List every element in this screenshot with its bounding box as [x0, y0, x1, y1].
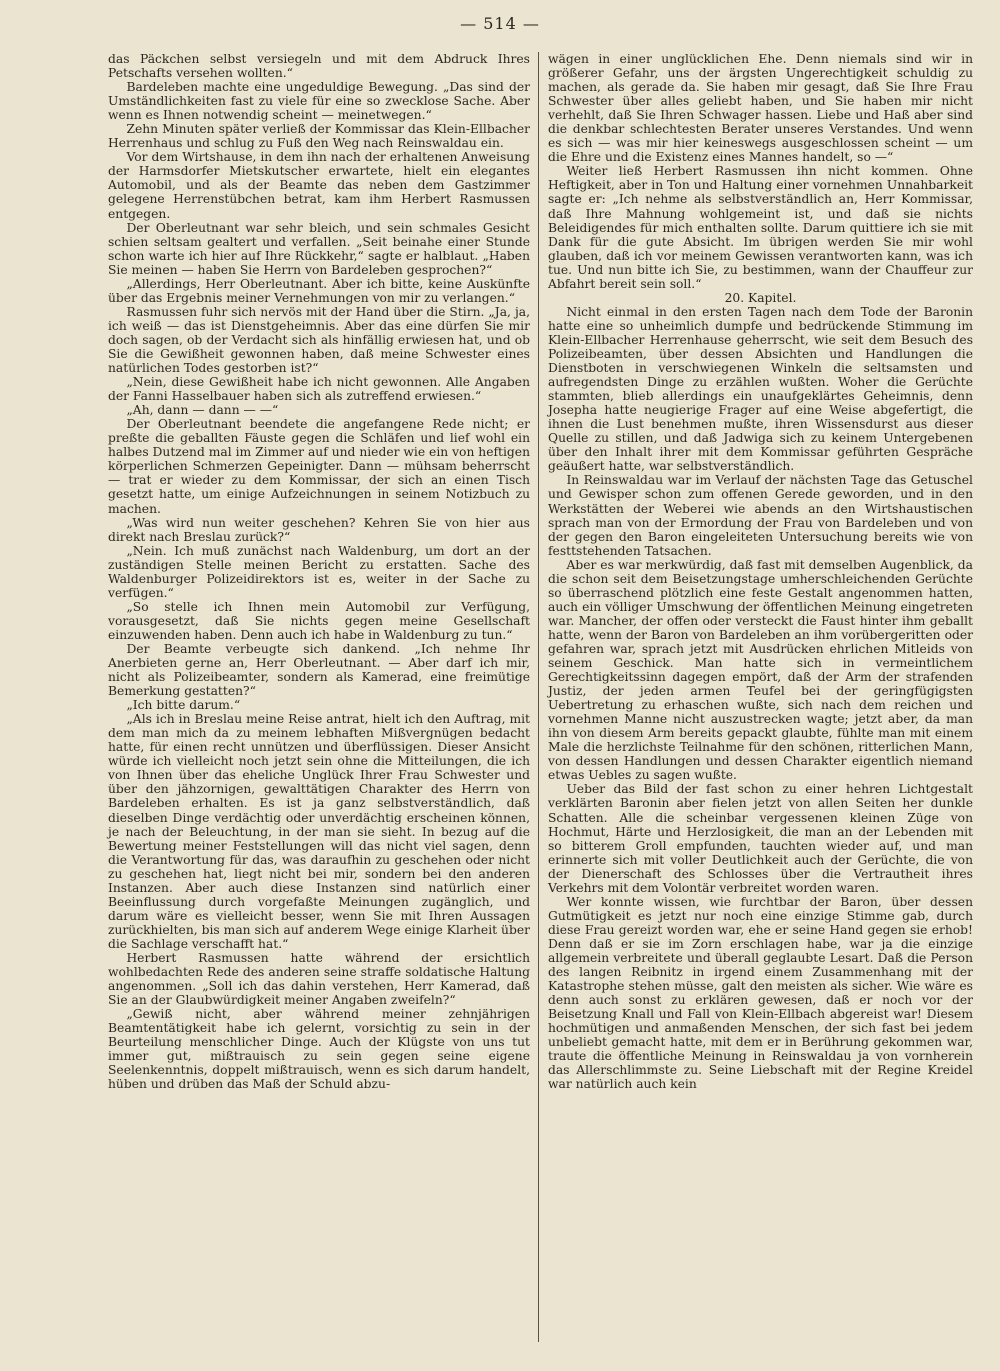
paragraph: wägen in einer unglücklichen Ehe. Denn niemals sind wir in größerer Gefahr, uns der ärgsten Ungerechtigkeit schuldig zu machen, als gerade da. Sie haben mir gesagt, daß Sie Ihre Frau Schwester über alles geliebt haben, und Sie haben mir nicht verhehlt, daß Sie Ihren Schwager hassen. Liebe und Haß aber sind die denkbar schlechtesten Berater unseres Verstandes. Und wenn es sich — was mir hier keineswegs ausgeschlossen scheint — um die Ehre und die Existenz eines Mannes handelt, so —“ — [548, 52, 973, 165]
chapter-heading: 20. Kapitel. — [724, 290, 797, 305]
paragraph: Der Oberleutnant war sehr bleich, und sein schmales Gesicht schien seltsam gealtert und verfallen. „Seit beinahe einer Stunde schon warte ich hier auf Ihre Rückkehr,“ sagte er halblaut. „Haben Sie meinen — haben Sie Herrn von Bardeleben gesprochen?“ — [108, 220, 530, 277]
paragraph: Aber es war merkwürdig, daß fast mit demselben Augenblick, da die schon seit dem Beisetzungstage umherschleichenden Gerüchte so überraschend plötzlich eine feste Gestalt angenommen hatten, auch ein völliger Umschwung der öffentlichen Meinung eingetreten war. Mancher, der offen oder versteckt die Faust hinter ihm geballt hatte, wenn der Baron von Bardeleben an ihm vorübergeritten oder gefahren war, sprach jetzt mit Ausdrücken ehrlichen Mitleids von seinem Geschick. Man hatte sich in vermeintlichem Gerechtigkeitssinn dagegen empört, daß der Arm der strafenden Justiz, der jeden armen Teufel bei der geringfügigsten Uebertretung zu erhaschen wußte, sich nach dem reichen und vornehmen Manne nicht auszustrecken wagte; jetzt aber, da man ihn von diesem Arm bereits gepackt glaubte, fühlte man mit einem Male die herzlichste Teilnahme für den schönen, ritterlichen Mann, von dessen Handlungen und dessen Charakter eigentlich niemand etwas Uebles zu sagen wußte. — [548, 557, 973, 783]
paragraph: das Päckchen selbst versiegeln und mit dem Abdruck Ihres Petschafts versehen wollten.“ — [108, 52, 530, 81]
paragraph: „Ich bitte darum.“ — [126, 698, 241, 713]
paragraph: „Ah, dann — dann — —“ — [126, 403, 279, 418]
text-column-right — [548, 52, 973, 1091]
paragraph: „Als ich in Breslau meine Reise antrat, hielt ich den Auftrag, mit dem man mich da zu meinem lebhaften Mißvergnügen bedacht hatte, für einen recht unnützen und überflüssigen. Dieser Ansicht würde ich vielleicht noch jetzt sein ohne die Mitteilungen, die ich von Ihnen über das eheliche Unglück Ihrer Frau Schwester und über den jähzornigen, gewalttätigen Charakter des Herrn von Bardeleben erhalten. Es ist ja ganz selbstverständlich, daß dieselben Dinge verdächtig oder unverdächtig erscheinen können, je nach der Beleuchtung, in der man sie sieht. In bezug auf die Bewertung meiner Feststellungen will das nicht viel sagen, denn die Verantwortung für das, was daraufhin zu geschehen oder nicht zu geschehen hat, liegt nicht bei mir, sondern bei den anderen Instanzen. Aber auch diese Instanzen sind natürlich einer Beeinflussung durch vorgefaßte Meinungen zugänglich, und darum wäre es vielleicht besser, wenn Sie mit Ihren Aussagen zurückhielten, bis man sich auf anderem Wege einige Klarheit über die Sachlage verschafft hat.“ — [108, 712, 530, 951]
paragraph: „Nein. Ich muß zunächst nach Waldenburg, um dort an der zuständigen Stelle meinen Bericht zu erstatten. Sache des Waldenburger Polizeidirektors ist es, weiter in der Sache zu verfügen.“ — [108, 543, 530, 600]
paragraph: Der Beamte verbeugte sich dankend. „Ich nehme Ihr Anerbieten gerne an, Herr Oberleutnant. — Aber darf ich mir, nicht als Polizeibeamter, sondern als Kamerad, eine freimütige Bemerkung gestatten?“ — [108, 641, 530, 699]
paragraph: Nicht einmal in den ersten Tagen nach dem Tode der Baronin hatte eine so unheimlich dumpfe und bedrückende Stimmung im Klein-Ellbacher Herrenhause geherrscht, wie seit dem Besuch des Polizeibeamten, über dessen Absichten und Handlungen die Dienstboten in verschwiegenen Winkeln die seltsamsten und aufregendsten Dinge zu erzählen wußten. Woher die Gerüchte stammten, blieb allerdings ein unaufgeklärtes Geheimnis, denn Josepha hatte neugierige Frager auf eine Weise abgefertigt, die ihnen die Lust benehmen mußte, ihren Wissensdurst aus dieser Quelle zu stillen, und daß Jadwiga sich zu keinem Untergebenen über den Inhalt ihrer mit dem Kommissar geführten Gespräche geäußert hatte, war selbstverständlich. — [548, 304, 973, 474]
paragraph: Weiter ließ Herbert Rasmussen ihn nicht kommen. Ohne Heftigkeit, aber in Ton und Haltung einer vornehmen Unnahbarkeit sagte er: „Ich nehme als selbstverständlich an, Herr Kommissar, daß Ihre Mahnung wohlgemeint ist, und daß sie nichts Beleidigendes für mich enthalten sollte. Darum quittiere ich sie mit Dank für die gute Absicht. Im übrigen werden Sie mir wohl glauben, daß ich vor meinem Gewissen verantworten kann, was ich tue. Und nun bitte ich Sie, zu bestimmen, wann der Chauffeur zur Abfahrt bereit sein soll.“ — [548, 164, 973, 291]
paragraph: Vor dem Wirtshause, in dem ihn nach der erhaltenen Anweisung der Harmsdorfer Mietskutscher erwartete, hielt ein elegantes Automobil, und als der Beamte das neben dem Gastzimmer gelegene Herrenstübchen betrat, kam ihm Herbert Rasmussen entgegen. — [108, 150, 530, 221]
paragraph: Rasmussen fuhr sich nervös mit der Hand über die Stirn. „Ja, ja, ich weiß — das ist Dienstgeheimnis. Aber das eine dürfen Sie mir doch sagen, ob der Verdacht sich als hinfällig erwiesen hat, und ob Sie die Gewißheit gewonnen haben, daß meine Schwester eines natürlichen Todes gestorben ist?“ — [108, 304, 530, 376]
paragraph: In Reinswaldau war im Verlauf der nächsten Tage das Getuschel und Gewisper schon zum offenen Gerede geworden, und in den Werkstätten der Weberei wie abends an den Wirtshaustischen sprach man von der Ermordung der Frau von Bardeleben und von der gegen den Baron eingeleiteten Untersuchung bereits wie von festtstehenden Tatsachen. — [548, 473, 973, 558]
paragraph: „Was wird nun weiter geschehen? Kehren Sie von hier aus direkt nach Breslau zurück?“ — [108, 515, 530, 544]
paragraph: „Allerdings, Herr Oberleutnant. Aber ich bitte, keine Auskünfte über das Ergebnis meiner Vernehmungen von mir zu verlangen.“ — [108, 276, 530, 305]
paragraph: Bardeleben machte eine ungeduldige Bewegung. „Das sind der Umständlichkeiten fast zu viele für eine so zwecklose Sache. Aber wenn es Ihnen notwendig scheint — meinetwegen.“ — [108, 80, 530, 123]
paragraph: Zehn Minuten später verließ der Kommissar das Klein-Ellbacher Herrenhaus und schlug zu Fuß den Weg nach Reinswaldau ein. — [108, 122, 530, 151]
page-number: — 514 — — [460, 14, 540, 33]
paragraph: Wer konnte wissen, wie furchtbar der Baron, über dessen Gutmütigkeit es jetzt nur noch eine einzige Stimme gab, durch diese Frau gereizt worden war, ehe er seine Hand gegen sie erhob! Denn daß er sie im Zorn erschlagen habe, war ja die einzige allgemein verbreitete und überall geglaubte Lesart. Daß die Person des langen Reibnitz in irgend einem Zusammenhang mit der Katastrophe stehen müsse, galt den meisten als sicher. Wie wäre es denn auch sonst zu erklären gewesen, daß er noch vor der Beisetzung Knall und Fall von Klein-Ellbach abgereist war! Diesem hochmütigen und anmaßenden Menschen, der sich fast bei jedem unbeliebt gemacht hatte, mit dem er in Berührung gekommen war, traute die öffentliche Meinung in Reinswaldau ja von vornherein das Allerschlimmste zu. Seine Liebschaft mit der Regine Kreidel war natürlich auch kein — [548, 894, 973, 1092]
paragraph: „Gewiß nicht, aber während meiner zehnjährigen Beamtentätigkeit habe ich gelernt, vorsichtig zu sein in der Beurteilung menschlicher Dinge. Auch der Klügste von uns tut immer gut, mißtrauisch zu sein gegen seine eigene Seelenkenntnis, doppelt mißtrauisch, wenn es sich darum handelt, hüben und drüben das Maß der Schuld abzu- — [108, 1007, 530, 1092]
text-column-left — [108, 52, 530, 1091]
paragraph: „Nein, diese Gewißheit habe ich nicht gewonnen. Alle Angaben der Fanni Hasselbauer haben sich als zutreffend erwiesen.“ — [108, 375, 530, 404]
paragraph: Der Oberleutnant beendete die angefangene Rede nicht; er preßte die geballten Fäuste gegen die Schläfen und lief wohl ein halbes Dutzend mal im Zimmer auf und nieder wie ein von heftigen körperlichen Schmerzen Gepeinigter. Dann — mühsam beherrscht — trat er wieder zu dem Kommissar, der sich an einen Tisch gesetzt hatte, um einige Aufzeichnungen in seinem Notizbuch zu machen. — [108, 417, 530, 516]
column-divider — [538, 52, 539, 1342]
paragraph: Herbert Rasmussen hatte während der ersichtlich wohlbedachten Rede des anderen seine straffe soldatische Haltung angenommen. „Soll ich das dahin verstehen, Herr Kamerad, daß Sie an der Glaubwürdigkeit meiner Angaben zweifeln?“ — [108, 951, 530, 1008]
paragraph: „So stelle ich Ihnen mein Automobil zur Verfügung, vorausgesetzt, daß Sie nichts gegen meine Gesellschaft einzuwenden haben. Denn auch ich habe in Waldenburg zu tun.“ — [108, 599, 530, 642]
paragraph: Ueber das Bild der fast schon zu einer hehren Lichtgestalt verklärten Baronin aber fielen jetzt von allen Seiten her dunkle Schatten. Alle die scheinbar vergessenen kleinen Züge von Hochmut, Härte und Herzlosigkeit, die man an der Lebenden mit so bitterem Groll empfunden, tauchten wieder auf, und man erinnerte sich mit voller Deutlichkeit auch der Gerüchte, die von der Dienerschaft des Schlosses über die Vertrautheit ihres Verkehrs mit dem Volontär verbreitet worden waren. — [548, 782, 973, 895]
